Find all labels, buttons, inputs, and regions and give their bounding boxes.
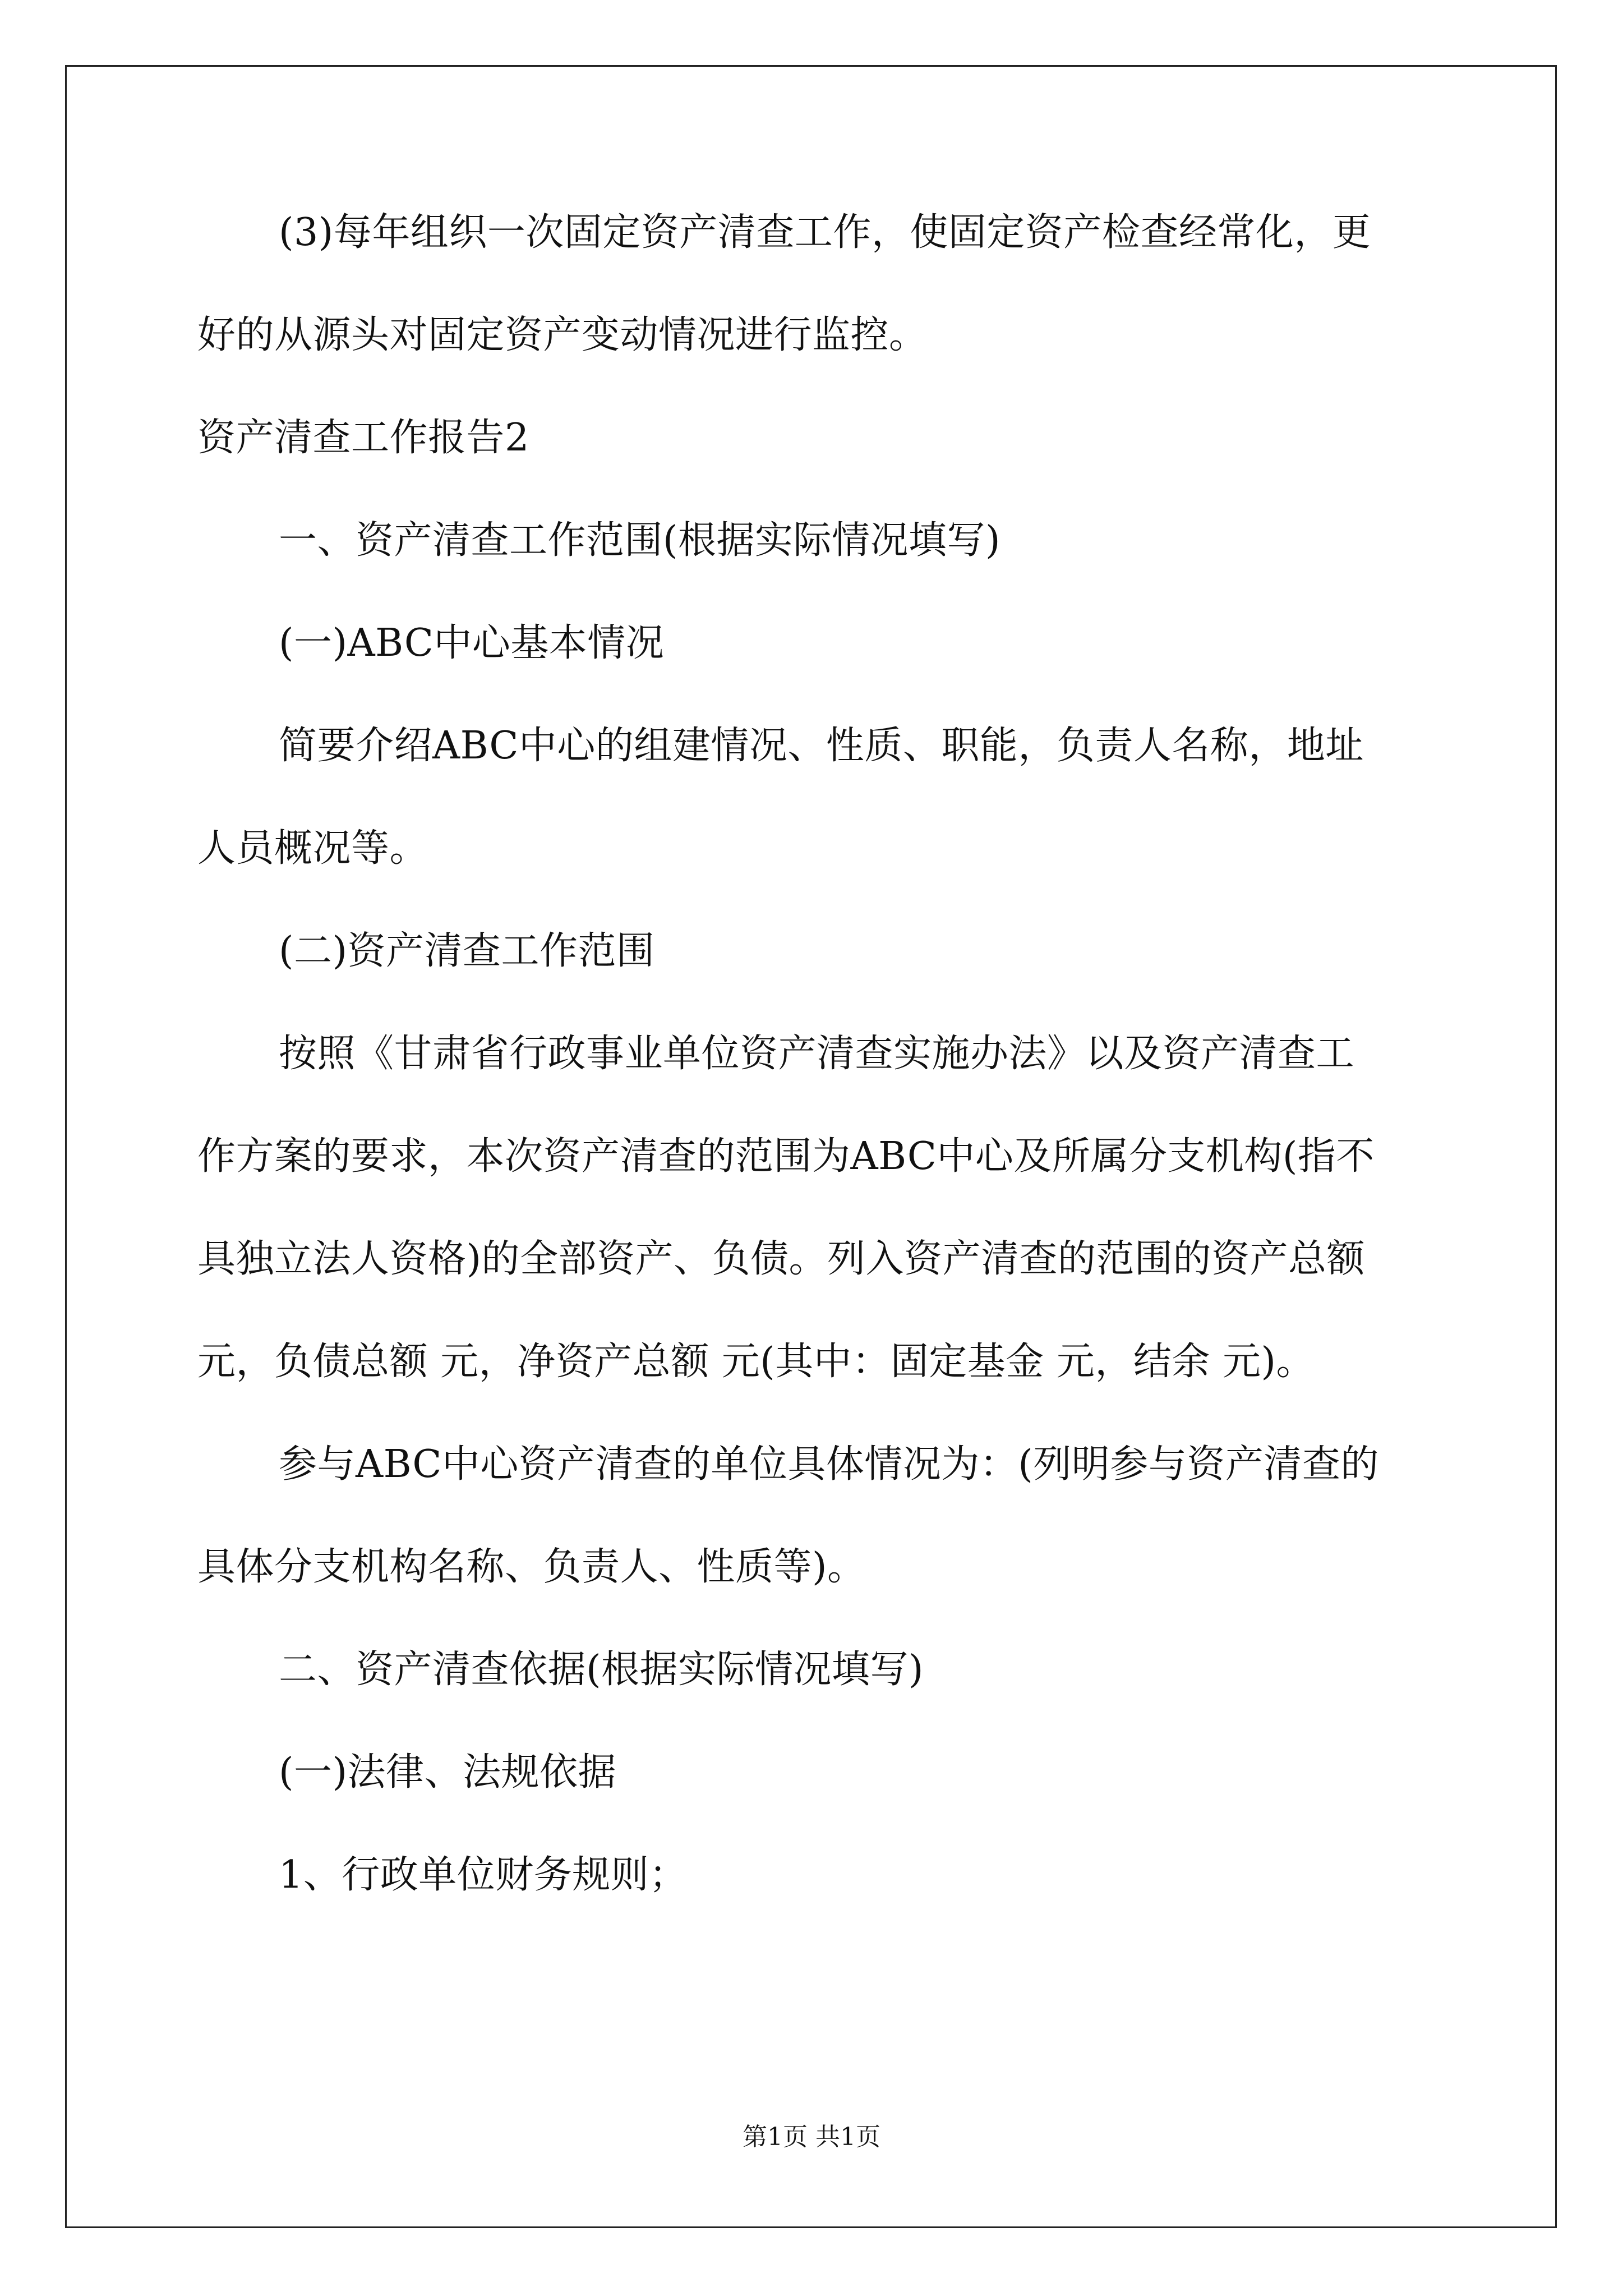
subsection-heading: (一)ABC中心基本情况 (279, 621, 665, 665)
paragraph-line: (3)每年组织一次固定资产清查工作，使固定资产检查经常化，更 (279, 210, 1371, 255)
section-heading: 一、资产清查工作范围(根据实际情况填写) (279, 518, 1001, 563)
paragraph-line: 好的从源头对固定资产变动情况进行监控。 (197, 313, 928, 357)
subsection-heading: (二)资产清查工作范围 (279, 929, 655, 973)
list-item: 1、行政单位财务规则； (279, 1853, 688, 1897)
paragraph-line: 参与ABC中心资产清查的单位具体情况为：(列明参与资产清查的 (279, 1442, 1379, 1487)
paragraph-line: 简要介绍ABC中心的组建情况、性质、职能，负责人名称，地址 (279, 724, 1364, 768)
section-title: 资产清查工作报告2 (197, 416, 529, 460)
page-footer: 第1页 共1页 (743, 2123, 880, 2151)
paragraph-line: 按照《甘肃省行政事业单位资产清查实施办法》以及资产清查工 (279, 1032, 1355, 1076)
paragraph-line: 作方案的要求，本次资产清查的范围为ABC中心及所属分支机构(指不 (197, 1134, 1375, 1179)
paragraph-line: 元，负债总额 元，净资产总额 元(其中：固定基金 元，结余 元)。 (197, 1340, 1315, 1384)
subsection-heading: (一)法律、法规依据 (279, 1750, 617, 1795)
paragraph-line: 具独立法人资格)的全部资产、负债。列入资产清查的范围的资产总额 (197, 1237, 1366, 1281)
paragraph-line: 人员概况等。 (197, 826, 428, 871)
section-heading: 二、资产清查依据(根据实际情况填写) (279, 1648, 924, 1692)
paragraph-line: 具体分支机构名称、负责人、性质等)。 (197, 1545, 866, 1589)
